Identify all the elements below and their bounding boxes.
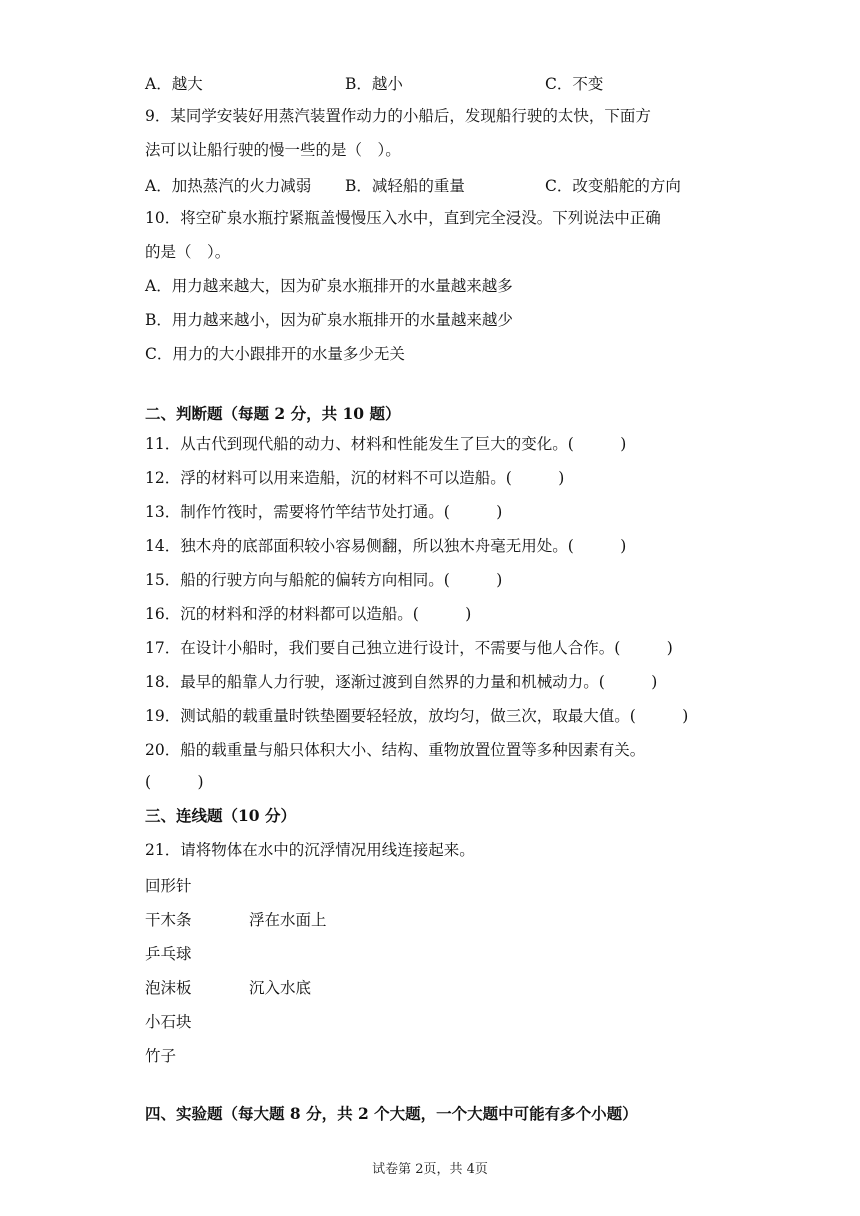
judge-item-14: 14．独木舟的底部面积较小容易侧翻，所以独木舟毫无用处。( ) <box>145 537 627 555</box>
q10-stem-line2: 的是（ ）。 <box>145 243 231 261</box>
judge-item-17: 17．在设计小船时，我们要自己独立进行设计，不需要与他人合作。( ) <box>145 639 673 657</box>
judge-item-12: 12．浮的材料可以用来造船，沉的材料不可以造船。( ) <box>145 469 565 487</box>
matching-left-item: 泡沫板 <box>145 979 192 997</box>
judge-item-16: 16．沉的材料和浮的材料都可以造船。( ) <box>145 605 472 623</box>
matching-left-item: 小石块 <box>145 1013 192 1031</box>
q9-option-a: A．加热蒸汽的火力减弱 <box>145 177 312 195</box>
q9-stem-line2: 法可以让船行驶的慢一些的是（ ）。 <box>145 141 401 159</box>
q8-option-b: B．越小 <box>345 75 403 93</box>
q9-option-b: B．减轻船的重量 <box>345 177 465 195</box>
q10-option-a: A．用力越来越大，因为矿泉水瓶排开的水量越来越多 <box>145 277 513 295</box>
judge-item-20-blank: ( ) <box>145 773 204 791</box>
matching-left-item: 干木条 <box>145 911 192 929</box>
section4-title: 四、实验题（每大题 8 分，共 2 个大题，一个大题中可能有多个小题） <box>145 1104 638 1123</box>
judge-item-15: 15．船的行驶方向与船舵的偏转方向相同。( ) <box>145 571 503 589</box>
judge-item-20: 20．船的载重量与船只体积大小、结构、重物放置位置等多种因素有关。 <box>145 741 646 759</box>
section2-title: 二、判断题（每题 2 分，共 10 题） <box>145 404 401 423</box>
judge-item-19: 19．测试船的载重量时铁垫圈要轻轻放，放均匀，做三次，取最大值。( ) <box>145 707 689 725</box>
judge-item-13: 13．制作竹筏时，需要将竹竿结节处打通。( ) <box>145 503 503 521</box>
q10-option-b: B．用力越来越小，因为矿泉水瓶排开的水量越来越少 <box>145 311 513 329</box>
judge-item-18: 18．最早的船靠人力行驶，逐渐过渡到自然界的力量和机械动力。( ) <box>145 673 658 691</box>
q9-stem-line1: 9．某同学安装好用蒸汽装置作动力的小船后，发现船行驶的太快，下面方 <box>145 107 651 125</box>
judge-item-11: 11．从古代到现代船的动力、材料和性能发生了巨大的变化。( ) <box>145 435 627 453</box>
page-footer: 试卷第 2页，共 4页 <box>372 1162 488 1177</box>
q10-option-c: C．用力的大小跟排开的水量多少无关 <box>145 345 405 363</box>
matching-right-item: 沉入水底 <box>249 979 312 997</box>
q8-option-a: A．越大 <box>145 75 203 93</box>
section3-title: 三、连线题（10 分） <box>145 806 296 825</box>
matching-left-item: 回形针 <box>145 877 192 895</box>
q8-option-c: C．不变 <box>545 75 604 93</box>
matching-question: 21．请将物体在水中的沉浮情况用线连接起来。 <box>145 841 475 859</box>
matching-left-item: 竹子 <box>145 1047 177 1065</box>
matching-left-item: 乒乓球 <box>145 945 192 963</box>
matching-right-item: 浮在水面上 <box>249 911 327 929</box>
q9-option-c: C．改变船舵的方向 <box>545 177 681 195</box>
q10-stem-line1: 10．将空矿泉水瓶拧紧瓶盖慢慢压入水中，直到完全浸没。下列说法中正确 <box>145 209 661 227</box>
